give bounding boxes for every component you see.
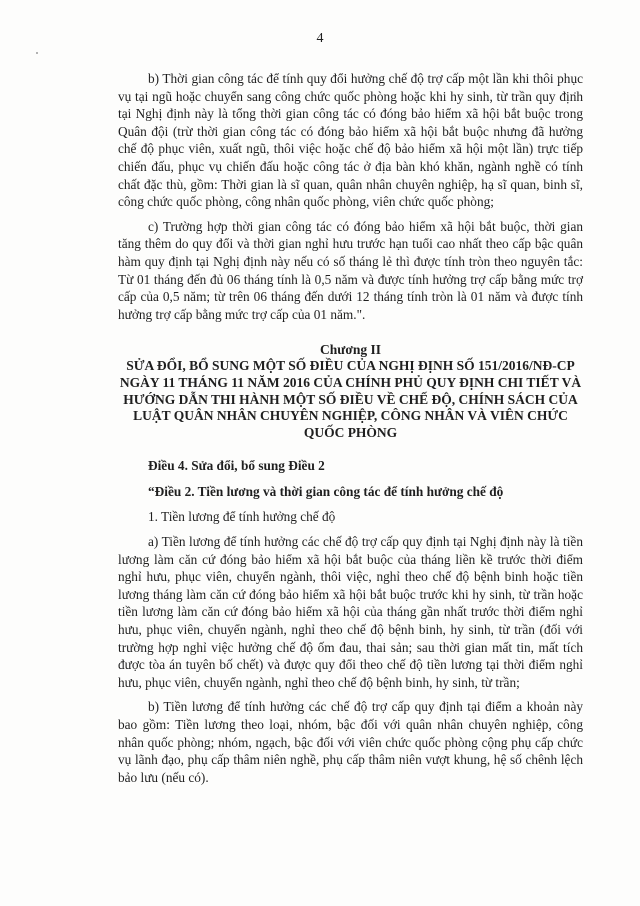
paragraph-c-rounding-rule: c) Trường hợp thời gian công tác có đóng bảo hiểm xã hội bắt buộc, thời gian tăng thêm do quy đổi và thời gian nghỉ hưu trước hạn tuổi cao nhất theo cấp bậc quân hàm quy định tại Nghị định này nếu có số tháng lẻ thì được tính tròn theo nguyên tắc: Từ 01 tháng đến đủ 06 tháng tính là 0,5 năm và được tính hưởng trợ cấp bằng mức trợ cấp của 0,5 năm; từ trên 06 tháng đến dưới 12 tháng tính tròn là 01 năm và được tính hưởng trợ cấp bằng mức trợ cấp của 01 năm.". bbox=[118, 218, 583, 322]
paragraph-a-salary-basis: a) Tiền lương để tính hưởng các chế độ trợ cấp quy định tại Nghị định này là tiền lương làm căn cứ đóng bảo hiểm xã hội bắt buộc của tháng liền kề trước thời điểm nghỉ hưu, phục viên, chuyển ngành, thôi việc, nghỉ theo chế độ bệnh binh hoặc tiền lương tháng làm căn cứ đóng bảo hiểm xã hội bắt buộc trước khi hy sinh, từ trần hoặc tiền lương làm căn cứ đóng bảo hiểm xã hội của tháng gần nhất trước thời điểm nghỉ hưu, phục viên, chuyển ngành, nghỉ theo chế độ bệnh binh, hy sinh, từ trần (đối với trường hợp nghỉ việc hưởng chế độ ốm đau, thai sản; sau thời gian mất tin, mất tích được tòa án tuyên bố chết) và được quy đổi theo chế độ tiền lương tại thời điểm nghỉ hưu, phục viên, chuyển ngành, nghỉ theo chế độ bệnh binh, hy sinh, từ trần; bbox=[118, 534, 583, 690]
paragraph-b-service-time: b) Thời gian công tác để tính quy đổi hưởng chế độ trợ cấp một lần khi thôi phục vụ tại ngũ hoặc chuyển sang công chức quốc phòng hoặc khi hy sinh, từ trần quy định tại Nghị định này là tổng thời gian công tác có đóng bảo hiểm xã hội bắt buộc trong Quân đội (trừ thời gian công tác có đóng bảo hiểm xã hội bắt buộc nhưng đã hưởng chế độ phục viên, xuất ngũ, thôi việc hoặc chế độ bảo hiểm xã hội một lần) trực tiếp chiến đấu, phục vụ chiến đấu hoặc công tác ở địa bàn khó khăn, ngành nghề có tính chất đặc thù, gồm: Thời gian là sĩ quan, quân nhân chuyên nghiệp, hạ sĩ quan, binh sĩ, công chức quốc phòng, công nhân quốc phòng, viên chức quốc phòng; bbox=[118, 71, 583, 210]
article-heading: Điều 4. Sửa đổi, bổ sung Điều 2 bbox=[148, 458, 325, 474]
document-body bbox=[118, 70, 583, 793]
chapter-number: Chương II bbox=[320, 342, 381, 358]
chapter-title: SỬA ĐỔI, BỔ SUNG MỘT SỐ ĐIỀU CỦA NGHỊ ĐỊNH SỐ 151/2016/NĐ-CP NGÀY 11 THÁNG 11 NĂM 2016 CỦA CHÍNH PHỦ QUY ĐỊNH CHI TIẾT VÀ HƯỚNG DẪN THI HÀNH MỘT SỐ ĐIỀU VỀ CHẾ ĐỘ, CHÍNH SÁCH CỦA LUẬT QUÂN NHÂN CHUYÊN NGHIỆP, CÔNG NHÂN VÀ VIÊN CHỨC QUỐC PHÒNG bbox=[119, 358, 582, 440]
page-number: 4 bbox=[316, 31, 324, 46]
paragraph-b-salary-components: b) Tiền lương để tính hưởng các chế độ trợ cấp quy định tại điểm a khoản này bao gồm: Tiền lương theo loại, nhóm, bậc đối với quân nhân chuyên nghiệp, công nhân quốc phòng; nhóm, ngạch, bậc đối với viên chức quốc phòng cộng phụ cấp chức vụ lãnh đạo, phụ cấp thâm niên nghề, phụ cấp thâm niên vượt khung, hệ số chênh lệch bảo lưu (nếu có). bbox=[118, 699, 583, 785]
item-1-heading: 1. Tiền lương để tính hưởng chế độ bbox=[148, 509, 336, 525]
scan-speck bbox=[36, 52, 38, 54]
sub-article-heading: “Điều 2. Tiền lương và thời gian công tác để tính hưởng chế độ bbox=[148, 483, 504, 499]
